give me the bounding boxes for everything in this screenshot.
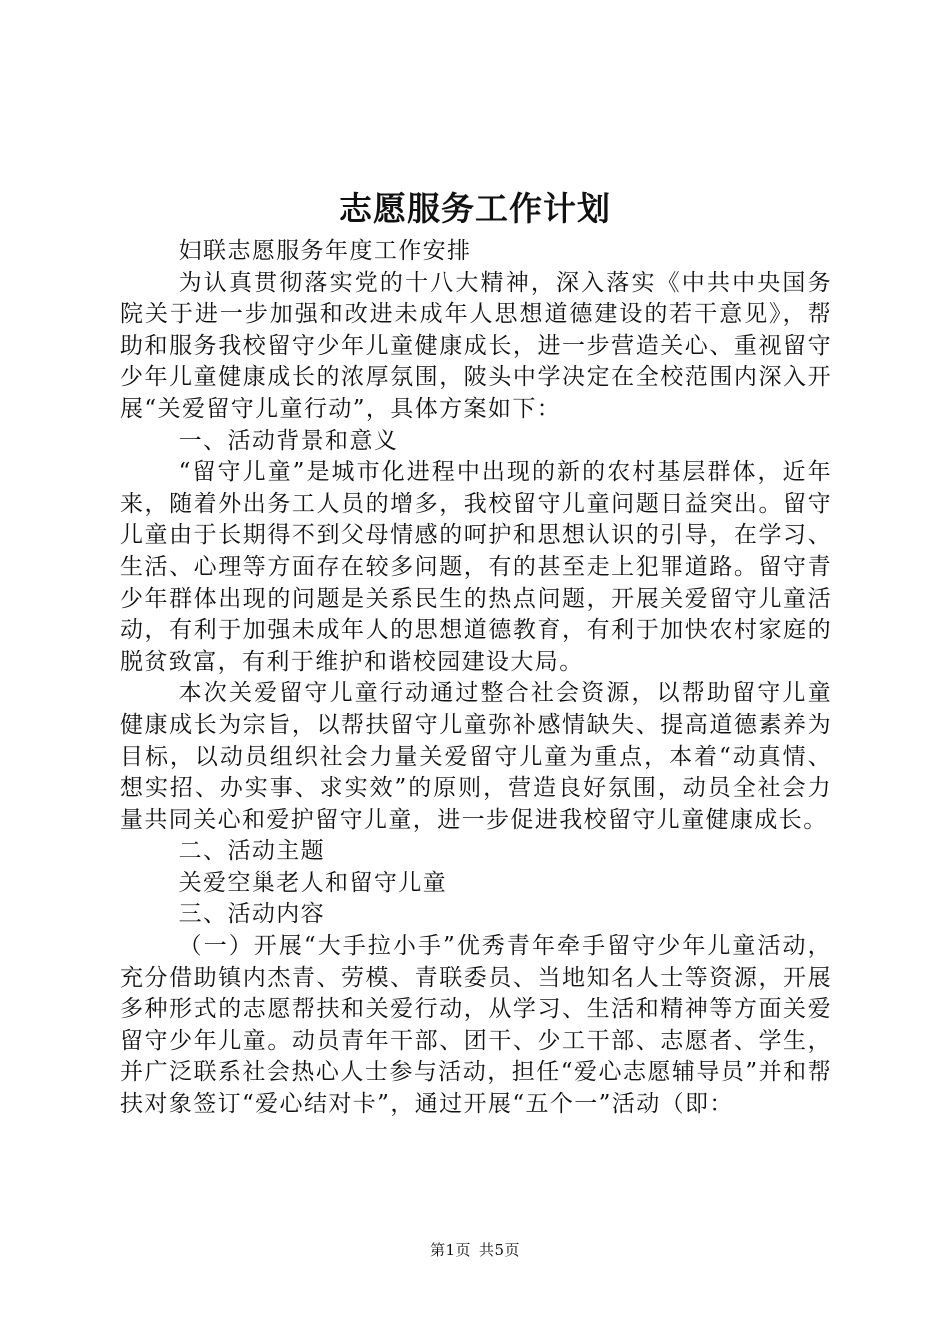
paragraph-background: “留守儿童”是城市化进程中出现的新的农村基层群体，近年来，随着外出务工人员的增多，我校留守儿童问题日益突出。留守儿童由于长期得不到父母情感的呵护和思想认识的引导，在学习、生活、心理等方面存在较多问题，有的甚至走上犯罪道路。留守青少年群体出现的问题是关系民生的热点问题，开展关爱留守儿童活动，有利于加强未成年人的思想道德教育，有利于加快农村家庭的脱贫致富，有利于维护和谐校园建设大局。 — [120, 459, 832, 675]
page-footer — [0, 1240, 950, 1260]
paragraph-intro: 为认真贯彻落实党的十八大精神，深入落实《中共中央国务院关于进一步加强和改进未成年人思想道德建设的若干意见》，帮助和服务我校留守少年儿童健康成长，进一步营造关心、重视留守少年儿童健康成长的浓厚氛围，陂头中学决定在全校范围内深入开展“关爱留守儿童行动”，具体方案如下： — [120, 269, 832, 422]
page-number-current: 第1页 — [429, 1241, 471, 1259]
document-body — [120, 236, 832, 1121]
section-heading-1: 一、活动背景和意义 — [178, 427, 399, 454]
document-title: 志愿服务工作计划 — [339, 189, 611, 228]
paragraph-subtitle: 妇联志愿服务年度工作安排 — [178, 238, 472, 264]
paragraph-theme: 关爱空巢老人和留守儿童 — [178, 869, 448, 896]
paragraph-activity-1: （一）开展“大手拉小手”优秀青年牵手留守少年儿童活动，充分借助镇内杰青、劳模、青联委员、当地知名人士等资源，开展多种形式的志愿帮扶和关爱行动，从学习、生活和精神等方面关爱留守少年儿童。动员青年干部、团干、少工干部、志愿者、学生，并广泛联系社会热心人士参与活动，担任“爱心志愿辅导员”并和帮扶对象签订“爱心结对卡”，通过开展“五个一”活动（即： — [120, 933, 832, 1118]
section-heading-2: 二、活动主题 — [178, 838, 326, 865]
paragraph-purpose: 本次关爱留守儿童行动通过整合社会资源，以帮助留守儿童健康成长为宗旨，以帮扶留守儿童弥补感情缺失、提高道德素养为目标，以动员组织社会力量关爱留守儿童为重点，本着“动真情、想实招、办实事、求实效”的原则，营造良好氛围，动员全社会力量共同关心和爱护留守儿童，进一步促进我校留守儿童健康成长。 — [120, 680, 832, 833]
section-heading-3: 三、活动内容 — [178, 901, 326, 928]
page-number-total: 共5页 — [479, 1241, 521, 1259]
